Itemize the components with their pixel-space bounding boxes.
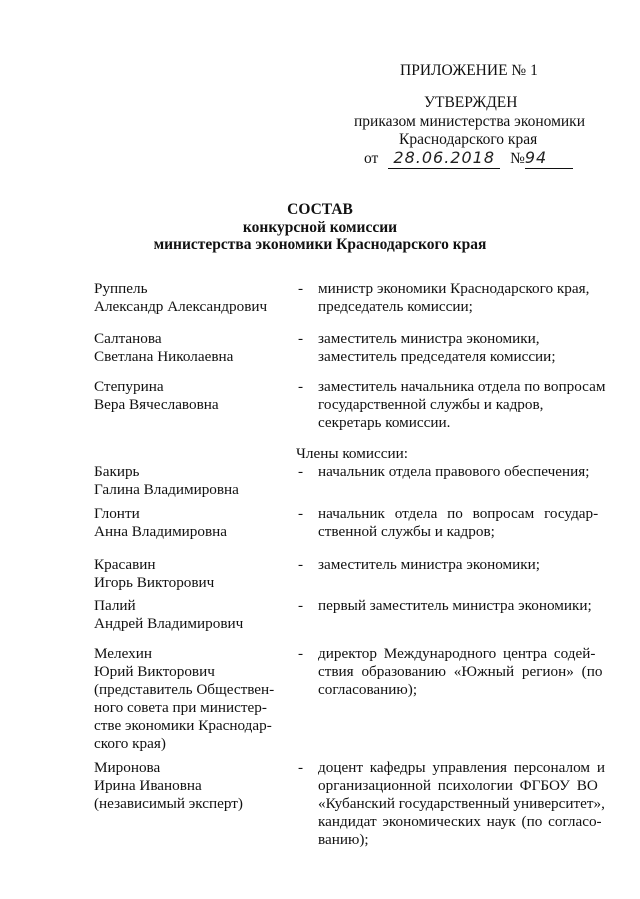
member-role [318, 505, 608, 541]
role-line: доцент кафедры управления персоналом и [318, 759, 605, 776]
surname: Красавин [94, 556, 156, 573]
separator-dash: - [298, 378, 304, 395]
given-names: Галина Владимировна [94, 481, 239, 498]
separator-dash: - [298, 645, 304, 662]
given-names: Юрий Викторович [94, 663, 215, 680]
given-names: Вера Вячеславовна [94, 396, 219, 413]
name-note: (независимый эксперт) [94, 795, 243, 812]
member-role [318, 759, 608, 849]
member-name [94, 759, 294, 813]
member-name [94, 280, 294, 316]
member-name [94, 378, 294, 414]
role-line: кандидат экономических наук (по согласо- [318, 813, 602, 830]
number-field [525, 149, 573, 169]
separator-dash: - [298, 556, 304, 573]
role-line: заместитель начальника отдела по вопросам [318, 378, 606, 395]
given-names: Анна Владимировна [94, 523, 228, 540]
surname: Бакирь [94, 463, 140, 480]
role-line: директор Международного центра содей- [318, 645, 596, 662]
role-line: заместитель председателя комиссии; [318, 348, 556, 365]
member-role [318, 378, 608, 432]
member-role [318, 645, 608, 699]
separator-dash: - [298, 463, 304, 480]
role-line: секретарь комиссии. [318, 414, 451, 431]
surname: Мелехин [94, 645, 153, 662]
order-line-1: приказом министерства экономики [354, 113, 586, 130]
member-name [94, 463, 294, 499]
name-note: ского края) [94, 735, 166, 752]
date-prefix: от [364, 150, 379, 167]
given-names: Светлана Николаевна [94, 348, 234, 365]
role-line: заместитель министра экономики, [318, 330, 540, 347]
number-value: 94 [524, 148, 548, 167]
document-subtitle-1: конкурсной комиссии [242, 219, 398, 236]
members-heading: Члены комиссии: [296, 445, 408, 462]
role-line: согласованию); [318, 681, 418, 698]
order-date-line [364, 149, 573, 169]
document-title: СОСТАВ [287, 201, 353, 218]
surname: Глонти [94, 505, 140, 522]
member-name [94, 330, 294, 366]
role-line: первый заместитель министра экономики; [318, 597, 592, 614]
surname: Салтанова [94, 330, 162, 347]
role-line: организационной психологии ФГБОУ ВО [318, 777, 598, 794]
approved-label: УТВЕРЖДЕН [424, 94, 518, 111]
role-line: начальник отдела по вопросам государ- [318, 505, 599, 522]
number-prefix: № [510, 150, 525, 167]
separator-dash: - [298, 280, 304, 297]
surname: Степурина [94, 378, 164, 395]
role-line: заместитель министра экономики; [318, 556, 540, 573]
date-field [388, 149, 500, 169]
separator-dash: - [298, 597, 304, 614]
separator-dash: - [298, 759, 304, 776]
name-note: ного совета при министер- [94, 699, 267, 716]
name-note: (представитель Обществен- [94, 681, 275, 698]
name-note: стве экономики Краснодар- [94, 717, 272, 734]
date-value: 28.06.2018 [393, 148, 495, 167]
surname: Палий [94, 597, 136, 614]
member-name [94, 645, 294, 753]
role-line: начальник отдела правового обеспечения; [318, 463, 590, 480]
given-names: Ирина Ивановна [94, 777, 202, 794]
given-names: Александр Александрович [94, 298, 268, 315]
member-role [318, 280, 608, 316]
role-line: ствия образованию «Южный регион» (по [318, 663, 603, 680]
order-line-2: Краснодарского края [399, 131, 538, 148]
member-name [94, 556, 294, 592]
member-name [94, 505, 294, 541]
given-names: Андрей Владимирович [94, 615, 244, 632]
given-names: Игорь Викторович [94, 574, 215, 591]
role-line: ственной службы и кадров; [318, 523, 495, 540]
role-line: министр экономики Краснодарского края, [318, 280, 590, 297]
member-role [318, 463, 608, 481]
role-line: ванию); [318, 831, 369, 848]
role-line: государственной службы и кадров, [318, 396, 544, 413]
member-role [318, 330, 608, 366]
role-line: «Кубанский государственный университет», [318, 795, 605, 812]
surname: Руппель [94, 280, 148, 297]
surname: Миронова [94, 759, 161, 776]
appendix-label: ПРИЛОЖЕНИЕ № 1 [400, 62, 538, 79]
document-subtitle-2: министерства экономики Краснодарского края [153, 236, 487, 253]
separator-dash: - [298, 330, 304, 347]
separator-dash: - [298, 505, 304, 522]
member-role [318, 597, 608, 615]
role-line: председатель комиссии; [318, 298, 473, 315]
member-name [94, 597, 294, 633]
member-role [318, 556, 608, 574]
